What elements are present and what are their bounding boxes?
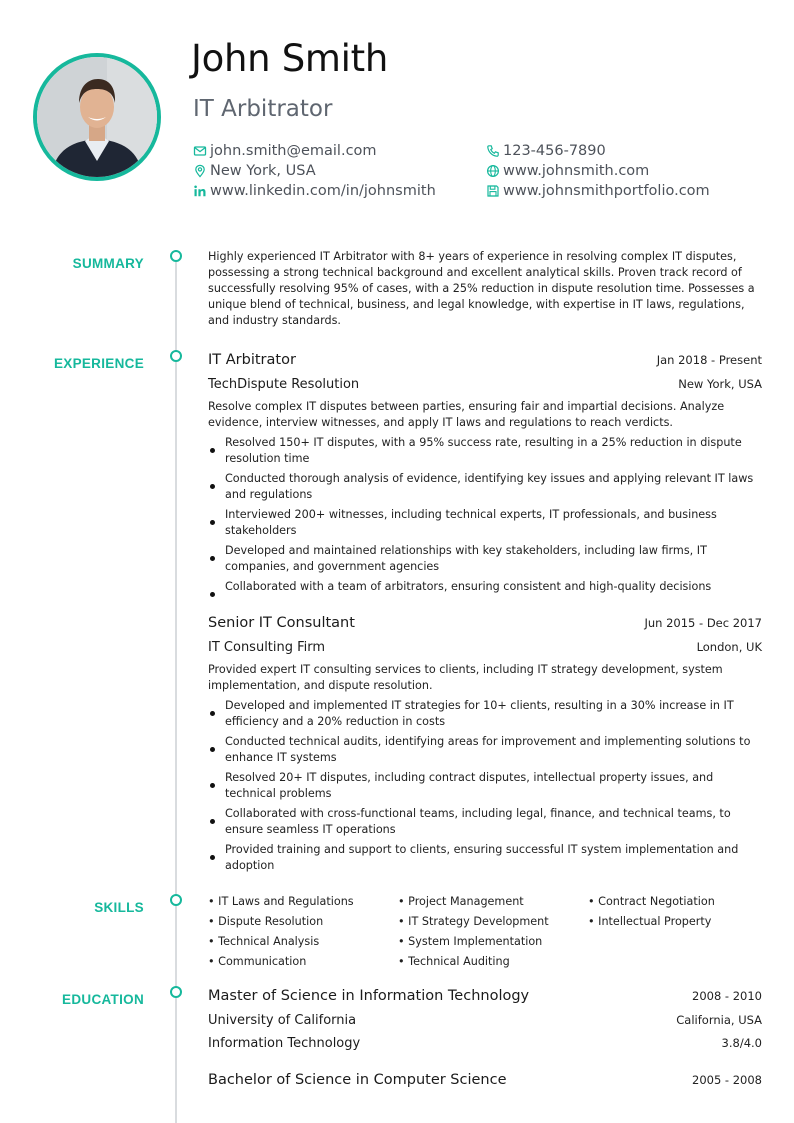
linkedin-icon <box>193 184 207 198</box>
skill-item: • Contract Negotiation <box>588 895 715 908</box>
job-1-bullets <box>208 435 764 595</box>
contact-website[interactable] <box>486 163 649 179</box>
skills-heading: SKILLS <box>94 900 144 915</box>
portfolio-icon <box>486 184 500 198</box>
skill-item: • System Implementation <box>398 935 543 948</box>
job-2-bullets <box>208 698 764 874</box>
contact-linkedin[interactable] <box>193 183 436 199</box>
contact-portfolio-text: www.johnsmithportfolio.com <box>503 183 710 199</box>
job-1-header <box>208 352 762 368</box>
list-item: Conducted thorough analysis of evidence, identifying key issues and applying relevant IT laws and regulations <box>208 471 764 503</box>
summary-timeline-dot <box>170 250 182 262</box>
list-item: Developed and maintained relationships with key stakeholders, including law firms, IT companies, and government agencies <box>208 543 764 575</box>
degree-1-title: Master of Science in Information Technology <box>208 988 530 1004</box>
candidate-name: John Smith <box>191 37 388 80</box>
skill-item: • Technical Auditing <box>398 955 510 968</box>
job-2-location: London, UK <box>696 640 762 654</box>
list-item: Provided training and support to clients, ensuring successful IT system implementation and adoption <box>208 842 764 874</box>
skill-item: • IT Strategy Development <box>398 915 549 928</box>
skill-item: • Dispute Resolution <box>208 915 324 928</box>
education-heading: EDUCATION <box>62 992 144 1007</box>
degree-1-field-row <box>208 1036 762 1051</box>
job-2-dates: Jun 2015 - Dec 2017 <box>644 616 762 630</box>
contact-phone[interactable] <box>486 143 606 159</box>
degree-1-location: California, USA <box>676 1013 762 1027</box>
degree-1-gpa: 3.8/4.0 <box>721 1036 762 1050</box>
degree-2-dates: 2005 - 2008 <box>692 1073 762 1087</box>
job-2-company-row <box>208 640 762 655</box>
contact-portfolio[interactable] <box>486 183 710 199</box>
skill-item: • Intellectual Property <box>588 915 712 928</box>
summary-text: Highly experienced IT Arbitrator with 8+ years of experience in resolving complex IT disputes, possessing a strong technical background and excellent analytical skills. Proven track record of successfully resolving 95% of cases, with a 25% reduction in dispute resolution time. Possesses a unique blend of technical, business, and legal knowledge, with expertise in IT laws, regulations, and industry standards. <box>208 250 755 327</box>
list-item: Conducted technical audits, identifying areas for improvement and implementing solutions to enhance IT systems <box>208 734 764 766</box>
degree-1-field: Information Technology <box>208 1036 361 1051</box>
mail-icon <box>193 144 207 158</box>
degree-1-school-row <box>208 1013 762 1028</box>
job-2-role: Senior IT Consultant <box>208 615 355 631</box>
education-timeline-dot <box>170 986 182 998</box>
contact-website-text: www.johnsmith.com <box>503 163 650 179</box>
list-item: Resolved 20+ IT disputes, including contract disputes, intellectual property issues, and technical problems <box>208 770 764 802</box>
contact-email[interactable] <box>193 143 377 159</box>
list-item: Collaborated with a team of arbitrators, ensuring consistent and high-quality decisions <box>208 579 764 595</box>
contact-email-text: john.smith@email.com <box>210 143 377 159</box>
job-1-company-row <box>208 377 762 392</box>
job-1-company: TechDispute Resolution <box>208 377 360 392</box>
experience-heading: EXPERIENCE <box>53 356 144 371</box>
job-1-description: Resolve complex IT disputes between parties, ensuring fair and impartial decisions. Analyze evidence, interview witnesses, and apply IT laws and regulations to reach verdicts. <box>208 400 725 429</box>
degree-2-header <box>208 1072 762 1088</box>
degree-2-title: Bachelor of Science in Computer Science <box>208 1072 507 1088</box>
contact-location <box>193 163 316 179</box>
degree-1-school: University of California <box>208 1013 357 1028</box>
list-item: Interviewed 200+ witnesses, including technical experts, IT professionals, and business stakeholders <box>208 507 764 539</box>
list-item: Collaborated with cross-functional teams, including legal, finance, and technical teams, to ensure seamless IT operations <box>208 806 764 838</box>
contact-location-text: New York, USA <box>210 163 316 179</box>
degree-1-dates: 2008 - 2010 <box>692 989 762 1003</box>
contact-linkedin-text: www.linkedin.com/in/johnsmith <box>210 183 436 199</box>
contact-phone-text: 123-456-7890 <box>503 143 606 159</box>
job-1-role: IT Arbitrator <box>208 352 296 368</box>
list-item: Developed and implemented IT strategies for 10+ clients, resulting in a 30% increase in IT efficiency and a 20% reduction in costs <box>208 698 764 730</box>
job-1-location: New York, USA <box>678 377 762 391</box>
job-2-company: IT Consulting Firm <box>208 640 326 655</box>
skill-item: • Technical Analysis <box>208 935 320 948</box>
phone-icon <box>486 144 500 158</box>
experience-timeline-dot <box>170 350 182 362</box>
globe-icon <box>486 164 500 178</box>
skills-grid <box>208 894 768 970</box>
summary-heading: SUMMARY <box>72 256 144 271</box>
job-1-dates: Jan 2018 - Present <box>656 353 762 367</box>
skills-timeline-dot <box>170 894 182 906</box>
job-2-description: Provided expert IT consulting services to clients, including IT strategy development, system implementation, and dispute resolution. <box>208 663 723 692</box>
portrait-image <box>37 57 157 177</box>
job-title: IT Arbitrator <box>193 96 333 122</box>
location-pin-icon <box>193 164 207 178</box>
skill-item: • Project Management <box>398 895 524 908</box>
list-item: Resolved 150+ IT disputes, with a 95% success rate, resulting in a 25% reduction in dispute resolution time <box>208 435 764 467</box>
job-2-header <box>208 615 762 631</box>
skill-item: • Communication <box>208 955 307 968</box>
degree-1-header <box>208 988 762 1004</box>
skill-item: • IT Laws and Regulations <box>208 895 354 908</box>
profile-photo <box>33 53 161 181</box>
